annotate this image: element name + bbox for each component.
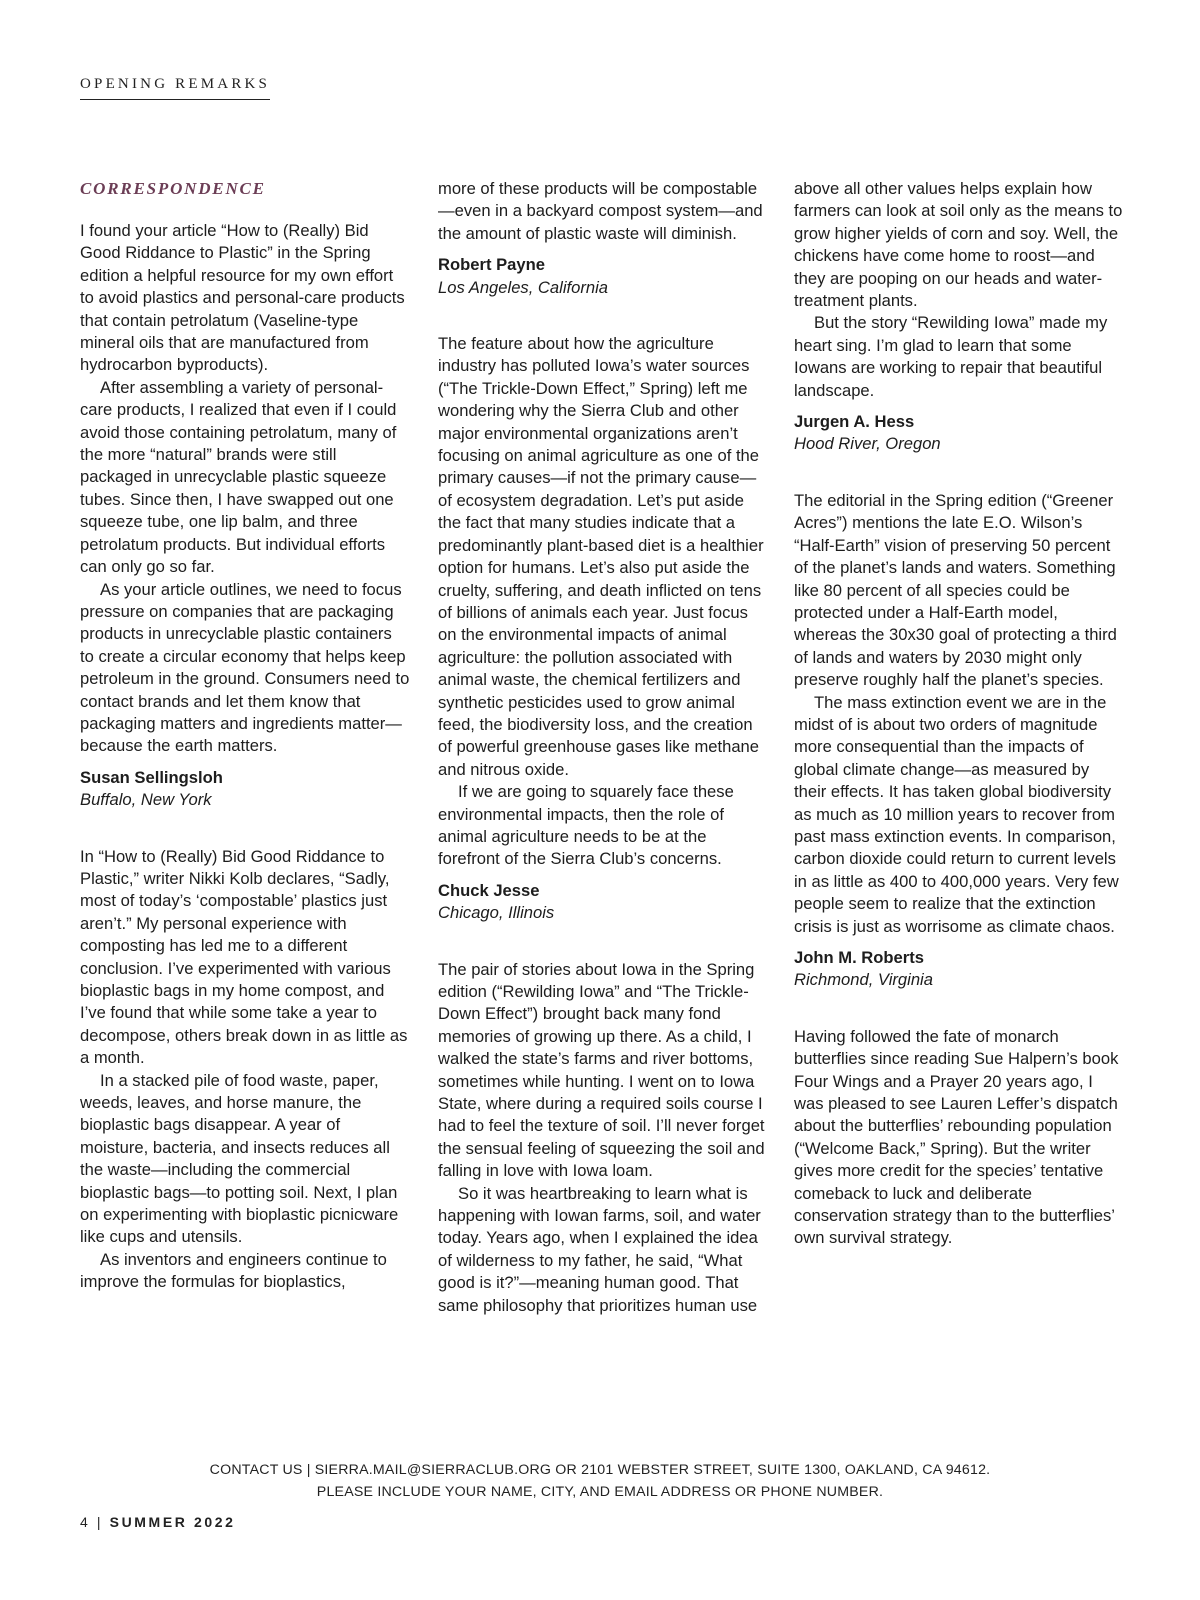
letter-paragraph: The mass extinction event we are in the midst of is about two orders of magnitude more consequential than the impacts of global climate change—as measured by their effects. It has taken global biodiversity as much as 10 million years to recover from past mass extinction events. In comparison, carbon dioxide could return to current levels in as little as 400 to 400,000 years. Very few people seem to realize that the extinction crisis is just as worrisome as climate chaos. — [794, 692, 1119, 936]
letter-location: Buffalo, New York — [80, 790, 212, 810]
letter-author: Chuck Jesse — [438, 880, 540, 900]
issue-label: SUMMER 2022 — [109, 1514, 236, 1530]
letter-paragraph: The editorial in the Spring edition (“Greener Acres”) mentions the late E.O. Wilson’s “Half-Earth” vision of preserving 50 percent of the planet’s lands and waters. Something like 80 percent of all species could be protected under a Half-Earth model, whereas the 30x30 goal of protecting a third of lands and waters by 2030 might only preserve roughly half the planet’s species. — [794, 490, 1117, 690]
letter-location: Richmond, Virginia — [794, 970, 933, 990]
letter-paragraph: In “How to (Really) Bid Good Riddance to Plastic,” writer Nikki Kolb declares, “Sadly, most of today’s ‘compostable’ plastics just aren’t.” My personal experience with composting has led me to a different conclusion. I’ve experimented with various bioplastic bags in my home compost, and I’ve found that while some take a year to decompose, others break down in as little as a month. — [80, 846, 408, 1068]
letter-location: Hood River, Oregon — [794, 434, 941, 454]
letter-paragraph: I found your article “How to (Really) Bid Good Riddance to Plastic” in the Spring edition a helpful resource for my own effort to avoid plastics and personal-care products that contain petrolatum (Vaseline-type mineral oils that are manufactured from hydrocarbon byproducts). — [80, 221, 405, 375]
letter-paragraph: The pair of stories about Iowa in the Spring edition (“Rewilding Iowa” and “The Trickle-Down Effect”) brought back many fond memories of growing up there. As a child, I walked the state’s farms and river bottoms, sometimes while hunting. I went on to Iowa State, where during a required soils course I had to feel the texture of soil. I’ll never forget the sensual feeling of squeezing the soil and falling in love with Iowa loam. — [438, 959, 765, 1181]
page-folio — [80, 1514, 236, 1530]
letter-roberts — [794, 490, 1124, 992]
letter-author: Jurgen A. Hess — [794, 412, 915, 432]
letter-payne-part-1 — [80, 846, 410, 1294]
letter-paragraph: The feature about how the agriculture industry has polluted Iowa’s water sources (“The Trickle-Down Effect,” Spring) left me wondering why the Sierra Club and other major environmental organizations aren’t focusing on animal agriculture as one of the primary causes—if not the primary cause—of ecosystem degradation. Let’s put aside the fact that many studies indicate that a predominantly plant-based diet is a healthier option for humans. Let’s also put aside the cruelty, suffering, and death inflicted on tens of billions of animals each year. Just focus on the environmental impacts of animal agriculture: the pollution associated with animal waste, the chemical fertilizers and synthetic pesticides used to grow animal feed, the biodiversity loss, and the creation of powerful greenhouse gases like methane and nitrous oxide. — [438, 334, 764, 779]
column-2 — [438, 178, 768, 1317]
letter-author: Robert Payne — [438, 255, 545, 275]
contact-line: CONTACT US | SIERRA.MAIL@SIERRACLUB.ORG OR 2101 WEBSTER STREET, SUITE 1300, OAKLAND, CA 94612. — [209, 1462, 991, 1478]
letter-paragraph: As inventors and engineers continue to improve the formulas for bioplastics, — [80, 1249, 387, 1292]
letter-sellingsloh — [80, 220, 410, 812]
letter-paragraph: more of these products will be compostable—even in a backyard compost system—and the amount of plastic waste will diminish. — [438, 179, 763, 243]
contact-instructions: PLEASE INCLUDE YOUR NAME, CITY, AND EMAIL ADDRESS OR PHONE NUMBER. — [316, 1484, 884, 1500]
letter-jesse — [438, 333, 768, 925]
letter-hess-part-1 — [438, 959, 768, 1318]
letter-paragraph: But the story “Rewilding Iowa” made my heart sing. I’m glad to learn that some Iowans are working to repair that beautiful landscape. — [794, 313, 1108, 400]
letter-location: Los Angeles, California — [438, 277, 609, 297]
letter-paragraph: After assembling a variety of personal-care products, I realized that even if I could avoid those containing petrolatum, many of the more “natural” brands were still packaged in unrecyclable plastic squeeze tubes. Since then, I have swapped out one squeeze tube, one lip balm, and three petrolatum products. But individual efforts can only go so far. — [80, 377, 397, 577]
column-1 — [80, 178, 410, 1294]
letter-paragraph: In a stacked pile of food waste, paper, weeds, leaves, and horse manure, the bioplastic bags disappear. A year of moisture, bacteria, and insects reduces all the waste—including the commercial bioplastic bags—to potting soil. Next, I plan on experimenting with bioplastic picnicware like cups and utensils. — [80, 1070, 399, 1247]
section-label: OPENING REMARKS — [80, 76, 270, 100]
letter-author: Susan Sellingsloh — [80, 767, 223, 787]
folio-separator: | — [96, 1514, 104, 1530]
letter-paragraph: If we are going to squarely face these environmental impacts, then the role of animal agriculture needs to be at the forefront of the Sierra Club’s concerns. — [438, 782, 734, 869]
column-3 — [794, 178, 1124, 1250]
letter-monarch — [794, 1026, 1124, 1250]
letter-payne-part-2 — [438, 178, 768, 299]
letter-paragraph: So it was heartbreaking to learn what is happening with Iowan farms, soil, and water today. Years ago, when I explained the idea of wilderness to my father, he said, “What good is it?”—meaning human good. That same philosophy that prioritizes human use — [438, 1183, 761, 1315]
letter-paragraph: above all other values helps explain how farmers can look at soil only as the means to grow higher yields of corn and soy. Well, the chickens have come home to roost—and they are pooping on our heads and water-treatment plants. — [794, 179, 1123, 311]
letter-hess-part-2 — [794, 178, 1124, 456]
page-number: 4 — [80, 1514, 91, 1530]
letter-location: Chicago, Illinois — [438, 903, 555, 923]
letter-paragraph: As your article outlines, we need to focus pressure on companies that are packaging products in unrecyclable plastic containers to create a circular economy that helps keep petroleum in the ground. Consumers need to contact brands and let them know that packaging matters and ingredients matter—because the earth matters. — [80, 579, 410, 756]
letter-author: John M. Roberts — [794, 948, 924, 967]
contact-footer — [0, 1459, 1200, 1503]
correspondence-heading: CORRESPONDENCE — [80, 179, 266, 198]
letter-paragraph: Having followed the fate of monarch butterflies since reading Sue Halpern’s book Four Wings and a Prayer 20 years ago, I was pleased to see Lauren Leffer’s dispatch about the butterflies’ rebounding population (“Welcome Back,” Spring). But the writer gives more credit for the species’ tentative comeback to luck and deliberate conservation strategy than to the butterflies’ own survival strategy. — [794, 1026, 1119, 1248]
